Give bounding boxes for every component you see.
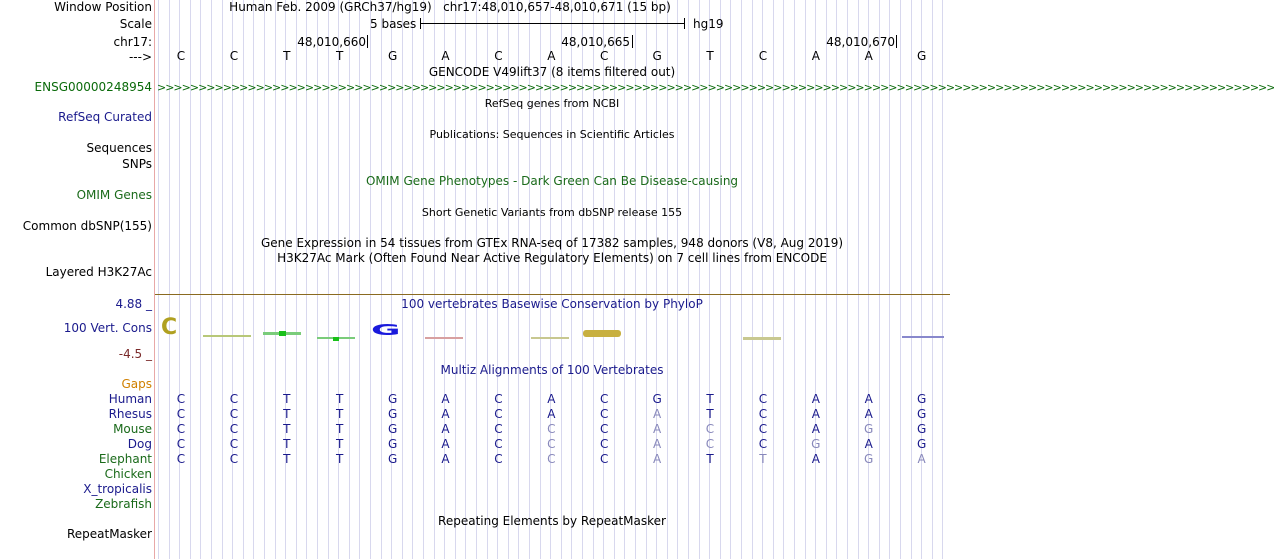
aligned-base: T: [336, 437, 344, 451]
species-label[interactable]: Chicken: [104, 467, 152, 481]
label-refseq[interactable]: RefSeq Curated: [58, 110, 152, 124]
aligned-base: C: [758, 422, 768, 436]
aligned-base: A: [652, 452, 662, 466]
conservation-track-border: [155, 294, 950, 295]
aligned-base: C: [176, 392, 186, 406]
coord-tick-label: 48,010,670: [826, 35, 895, 49]
species-label[interactable]: Dog: [127, 437, 152, 451]
aligned-base: C: [705, 422, 715, 436]
aligned-base: C: [758, 407, 768, 421]
aligned-base: G: [916, 392, 927, 406]
aligned-base: C: [494, 452, 503, 466]
label-cons-max: 4.88 _: [115, 297, 152, 311]
reference-base: A: [811, 49, 820, 63]
coord-tick-mark: [367, 35, 368, 48]
assembly-name: Human Feb. 2009 (GRCh37/hg19): [229, 0, 432, 14]
label-window-position: Window Position: [54, 0, 152, 14]
reference-base: T: [283, 49, 291, 63]
aligned-base: A: [864, 437, 873, 451]
aligned-base: T: [336, 392, 344, 406]
aligned-base: C: [599, 407, 609, 421]
aligned-base: A: [441, 392, 450, 406]
aligned-base: C: [494, 422, 503, 436]
aligned-base: C: [494, 437, 503, 451]
scale-bar: [420, 23, 684, 24]
aligned-base: G: [387, 422, 398, 436]
label-strand: --->: [128, 50, 152, 64]
track-title-omim[interactable]: OMIM Gene Phenotypes - Dark Green Can Be Disease-causing: [365, 174, 739, 188]
reference-base: C: [176, 49, 186, 63]
aligned-base: A: [811, 407, 820, 421]
aligned-base: A: [547, 392, 556, 406]
aligned-base: C: [176, 452, 186, 466]
label-dbsnp[interactable]: Common dbSNP(155): [22, 219, 152, 233]
aligned-base: A: [864, 392, 873, 406]
aligned-base: A: [441, 437, 450, 451]
aligned-base: A: [441, 422, 450, 436]
track-title-dbsnp[interactable]: Short Genetic Variants from dbSNP release 155: [421, 206, 683, 219]
species-label[interactable]: Rhesus: [108, 407, 152, 421]
cons-bar: [583, 330, 621, 337]
aligned-base: A: [547, 407, 556, 421]
species-label[interactable]: Zebrafish: [95, 497, 152, 511]
cons-bar: [333, 337, 339, 341]
track-title-repeats[interactable]: Repeating Elements by RepeatMasker: [438, 514, 666, 528]
aligned-base: A: [652, 407, 662, 421]
track-title-gtex[interactable]: Gene Expression in 54 tissues from GTEx RNA-seq of 17382 samples, 948 donors (V8, Aug 2019): [260, 236, 844, 250]
coord-tick-label: 48,010,665: [561, 35, 630, 49]
aligned-base: C: [547, 422, 556, 436]
label-sequences[interactable]: Sequences: [86, 141, 152, 155]
aligned-base: T: [706, 392, 714, 406]
aligned-base: C: [229, 422, 239, 436]
aligned-base: T: [283, 392, 291, 406]
track-title-refseq[interactable]: RefSeq genes from NCBI: [484, 97, 620, 110]
aligned-base: A: [811, 392, 820, 406]
reference-base: A: [441, 49, 450, 63]
gene-strand-arrows[interactable]: >>>>>>>>>>>>>>>>>>>>>>>>>>>>>>>>>>>>>>>>>>>>>>>>>>>>>>>>>>>>>>>>>>>>>>>>>>>>>>>>>>>>>>>>>>>>>>>>>>>>>>>>>>>>>>>>>>>>>>>>>>>>>>>>>>>>>>>>: [157, 81, 1274, 94]
aligned-base: T: [336, 452, 344, 466]
aligned-base: T: [759, 452, 767, 466]
cons-logo-c: C: [161, 315, 178, 340]
cons-bar: [531, 337, 569, 339]
label-gaps[interactable]: Gaps: [121, 377, 152, 391]
aligned-base: G: [387, 407, 398, 421]
aligned-base: A: [441, 407, 450, 421]
reference-base: C: [494, 49, 503, 63]
cons-bar: [279, 331, 286, 336]
reference-base: G: [652, 49, 662, 63]
species-label[interactable]: Elephant: [98, 452, 152, 466]
scale-bar-left-tick: [420, 18, 421, 29]
track-labels-panel: [0, 0, 154, 559]
label-cons[interactable]: 100 Vert. Cons: [63, 321, 152, 335]
reference-base: A: [547, 49, 556, 63]
track-title-publications[interactable]: Publications: Sequences in Scientific Articles: [429, 128, 675, 141]
aligned-base: C: [494, 392, 503, 406]
aligned-base: T: [336, 422, 344, 436]
aligned-base: C: [229, 407, 239, 421]
cons-bar: [743, 337, 781, 340]
reference-base: C: [758, 49, 768, 63]
reference-base: A: [864, 49, 873, 63]
species-label[interactable]: X_tropicalis: [83, 482, 152, 496]
aligned-base: G: [916, 407, 927, 421]
coord-tick-mark: [632, 35, 633, 48]
track-title-gencode[interactable]: GENCODE V49lift37 (8 items filtered out): [428, 65, 676, 79]
cons-bar: [425, 337, 463, 339]
aligned-base: T: [336, 407, 344, 421]
label-ensg[interactable]: ENSG00000248954: [34, 80, 152, 94]
aligned-base: G: [916, 422, 927, 436]
aligned-base: A: [652, 422, 662, 436]
track-title-multiz[interactable]: Multiz Alignments of 100 Vertebrates: [440, 363, 664, 377]
aligned-base: C: [229, 437, 239, 451]
aligned-base: C: [599, 452, 609, 466]
aligned-base: C: [494, 407, 503, 421]
aligned-base: C: [176, 437, 186, 451]
label-scale: Scale: [119, 17, 152, 31]
aligned-base: A: [917, 452, 926, 466]
aligned-base: C: [705, 437, 715, 451]
aligned-base: T: [706, 452, 714, 466]
aligned-base: G: [387, 437, 398, 451]
aligned-base: C: [758, 392, 768, 406]
track-title-phylop[interactable]: 100 vertebrates Basewise Conservation by PhyloP: [401, 297, 703, 311]
aligned-base: C: [176, 422, 186, 436]
scale-text: 5 bases: [370, 17, 417, 31]
aligned-base: G: [811, 437, 821, 451]
aligned-base: T: [706, 407, 714, 421]
aligned-base: A: [811, 452, 820, 466]
aligned-base: C: [599, 392, 609, 406]
aligned-base: A: [441, 452, 450, 466]
label-chrom: chr17:: [113, 35, 152, 49]
aligned-base: A: [652, 437, 662, 451]
scale-bar-right-tick: [684, 18, 685, 29]
aligned-base: C: [229, 452, 239, 466]
aligned-base: T: [283, 422, 291, 436]
label-snps[interactable]: SNPs: [122, 157, 152, 171]
cons-bar: [902, 336, 944, 338]
reference-base: T: [336, 49, 344, 63]
reference-base: T: [706, 49, 714, 63]
aligned-base: C: [758, 437, 768, 451]
aligned-base: C: [547, 452, 556, 466]
aligned-base: C: [599, 422, 609, 436]
coord-tick-label: 48,010,660: [297, 35, 366, 49]
browser-image[interactable]: [155, 0, 1274, 559]
aligned-base: G: [652, 392, 662, 406]
label-omim[interactable]: OMIM Genes: [76, 188, 152, 202]
cons-logo-g: G: [371, 321, 401, 339]
aligned-base: A: [811, 422, 820, 436]
reference-base: C: [599, 49, 609, 63]
aligned-base: G: [387, 392, 398, 406]
species-label[interactable]: Mouse: [113, 422, 152, 436]
label-h3k27ac[interactable]: Layered H3K27Ac: [45, 265, 152, 279]
reference-base: C: [229, 49, 239, 63]
reference-base: G: [916, 49, 927, 63]
assembly-title: [229, 0, 671, 15]
aligned-base: C: [229, 392, 239, 406]
species-label[interactable]: Human: [108, 392, 152, 406]
aligned-base: G: [916, 437, 927, 451]
label-cons-min: -4.5 _: [118, 347, 152, 361]
aligned-base: T: [283, 452, 291, 466]
coord-tick-mark: [896, 35, 897, 48]
aligned-base: C: [176, 407, 186, 421]
aligned-base: C: [599, 437, 609, 451]
aligned-base: G: [387, 452, 398, 466]
aligned-base: G: [864, 452, 874, 466]
aligned-base: T: [283, 407, 291, 421]
position-readout: chr17:48,010,657-48,010,671 (15 bp): [443, 0, 671, 14]
reference-base: G: [387, 49, 398, 63]
aligned-base: A: [864, 407, 873, 421]
label-repeatmasker[interactable]: RepeatMasker: [66, 527, 152, 541]
aligned-base: G: [864, 422, 874, 436]
track-title-h3k27ac[interactable]: H3K27Ac Mark (Often Found Near Active Regulatory Elements) on 7 cell lines from ENCODE: [277, 251, 827, 265]
aligned-base: C: [547, 437, 556, 451]
cons-bar: [203, 335, 251, 337]
aligned-base: T: [283, 437, 291, 451]
scale-db: hg19: [693, 17, 724, 31]
